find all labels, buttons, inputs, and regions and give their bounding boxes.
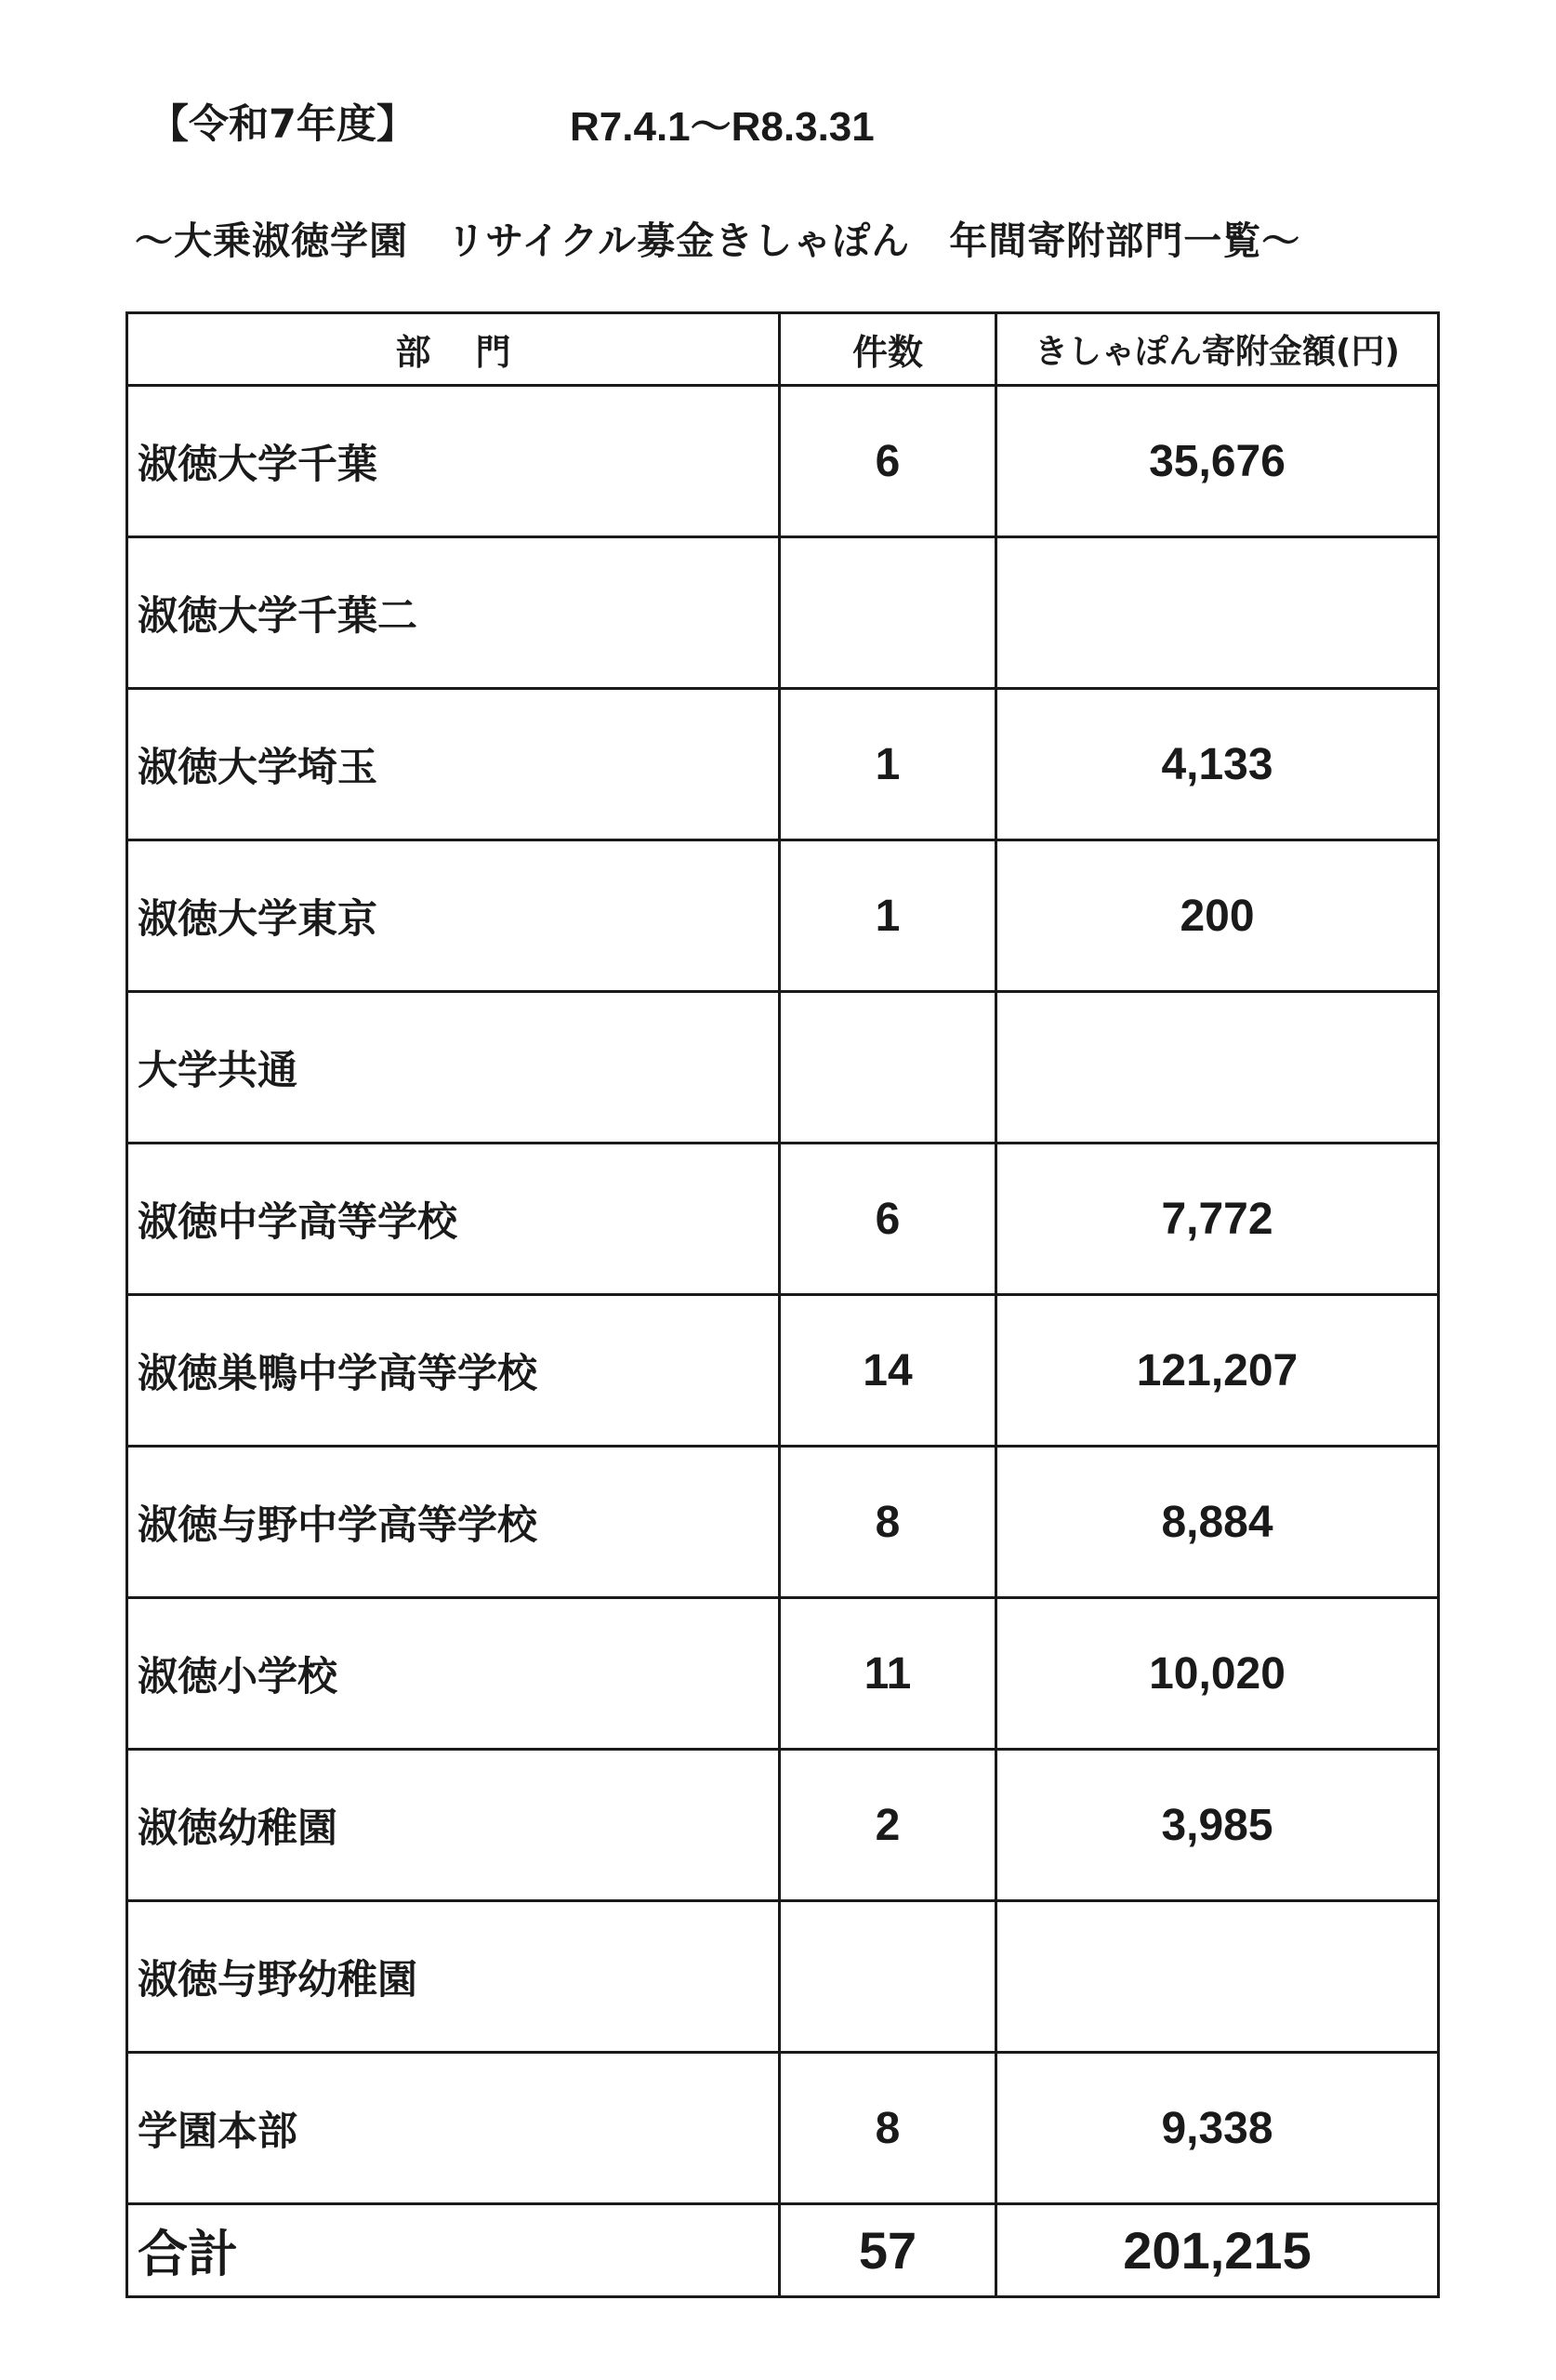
department-cell: 淑徳小学校 [127, 1598, 780, 1750]
table-row [127, 840, 1439, 992]
table-row [127, 1750, 1439, 1901]
department-cell: 淑徳巣鴨中学高等学校 [127, 1295, 780, 1447]
table-row [127, 1598, 1439, 1750]
count-cell: 1 [780, 689, 996, 840]
amount-cell: 10,020 [996, 1598, 1439, 1750]
period-line [149, 93, 875, 150]
amount-cell: 7,772 [996, 1144, 1439, 1295]
total-count: 57 [780, 2204, 996, 2297]
table-row [127, 689, 1439, 840]
count-cell: 8 [780, 2053, 996, 2204]
amount-cell: 200 [996, 840, 1439, 992]
department-cell: 大学共通 [127, 992, 780, 1144]
amount-cell [996, 992, 1439, 1144]
table-row [127, 2053, 1439, 2204]
count-cell [780, 537, 996, 689]
amount-cell: 9,338 [996, 2053, 1439, 2204]
table-row [127, 1295, 1439, 1447]
period-dates: R7.4.1～R8.3.31 [570, 104, 875, 150]
department-cell: 淑徳大学千葉二 [127, 537, 780, 689]
table-row [127, 386, 1439, 537]
count-cell: 1 [780, 840, 996, 992]
department-cell: 学園本部 [127, 2053, 780, 2204]
table-row [127, 992, 1439, 1144]
column-header-department: 部門 [127, 313, 780, 386]
table-row [127, 1901, 1439, 2053]
table-row [127, 537, 1439, 689]
department-cell: 淑徳与野中学高等学校 [127, 1447, 780, 1598]
amount-cell: 4,133 [996, 689, 1439, 840]
count-cell [780, 1901, 996, 2053]
department-cell: 淑徳大学東京 [127, 840, 780, 992]
table-header-row [127, 313, 1439, 386]
amount-cell [996, 537, 1439, 689]
department-cell: 淑徳大学千葉 [127, 386, 780, 537]
count-cell: 8 [780, 1447, 996, 1598]
department-cell: 淑徳中学高等学校 [127, 1144, 780, 1295]
column-header-amount: きしゃぽん寄附金額(円) [996, 313, 1439, 386]
department-cell: 淑徳与野幼稚園 [127, 1901, 780, 2053]
count-cell: 6 [780, 386, 996, 537]
department-cell: 淑徳幼稚園 [127, 1750, 780, 1901]
donation-table [125, 311, 1440, 2298]
count-cell: 11 [780, 1598, 996, 1750]
count-cell [780, 992, 996, 1144]
total-row [127, 2204, 1439, 2297]
amount-cell: 35,676 [996, 386, 1439, 537]
amount-cell [996, 1901, 1439, 2053]
total-label: 合計 [127, 2204, 780, 2297]
fiscal-year-label: 【令和7年度】 [149, 101, 416, 148]
total-amount: 201,215 [996, 2204, 1439, 2297]
column-header-count: 件数 [780, 313, 996, 386]
table-row [127, 1447, 1439, 1598]
document-title: ～大乗淑徳学園 リサイクル募金きしゃぽん 年間寄附部門一覧～ [135, 218, 1301, 263]
count-cell: 2 [780, 1750, 996, 1901]
amount-cell: 3,985 [996, 1750, 1439, 1901]
amount-cell: 121,207 [996, 1295, 1439, 1447]
count-cell: 6 [780, 1144, 996, 1295]
department-cell: 淑徳大学埼玉 [127, 689, 780, 840]
table-row [127, 1144, 1439, 1295]
count-cell: 14 [780, 1295, 996, 1447]
amount-cell: 8,884 [996, 1447, 1439, 1598]
